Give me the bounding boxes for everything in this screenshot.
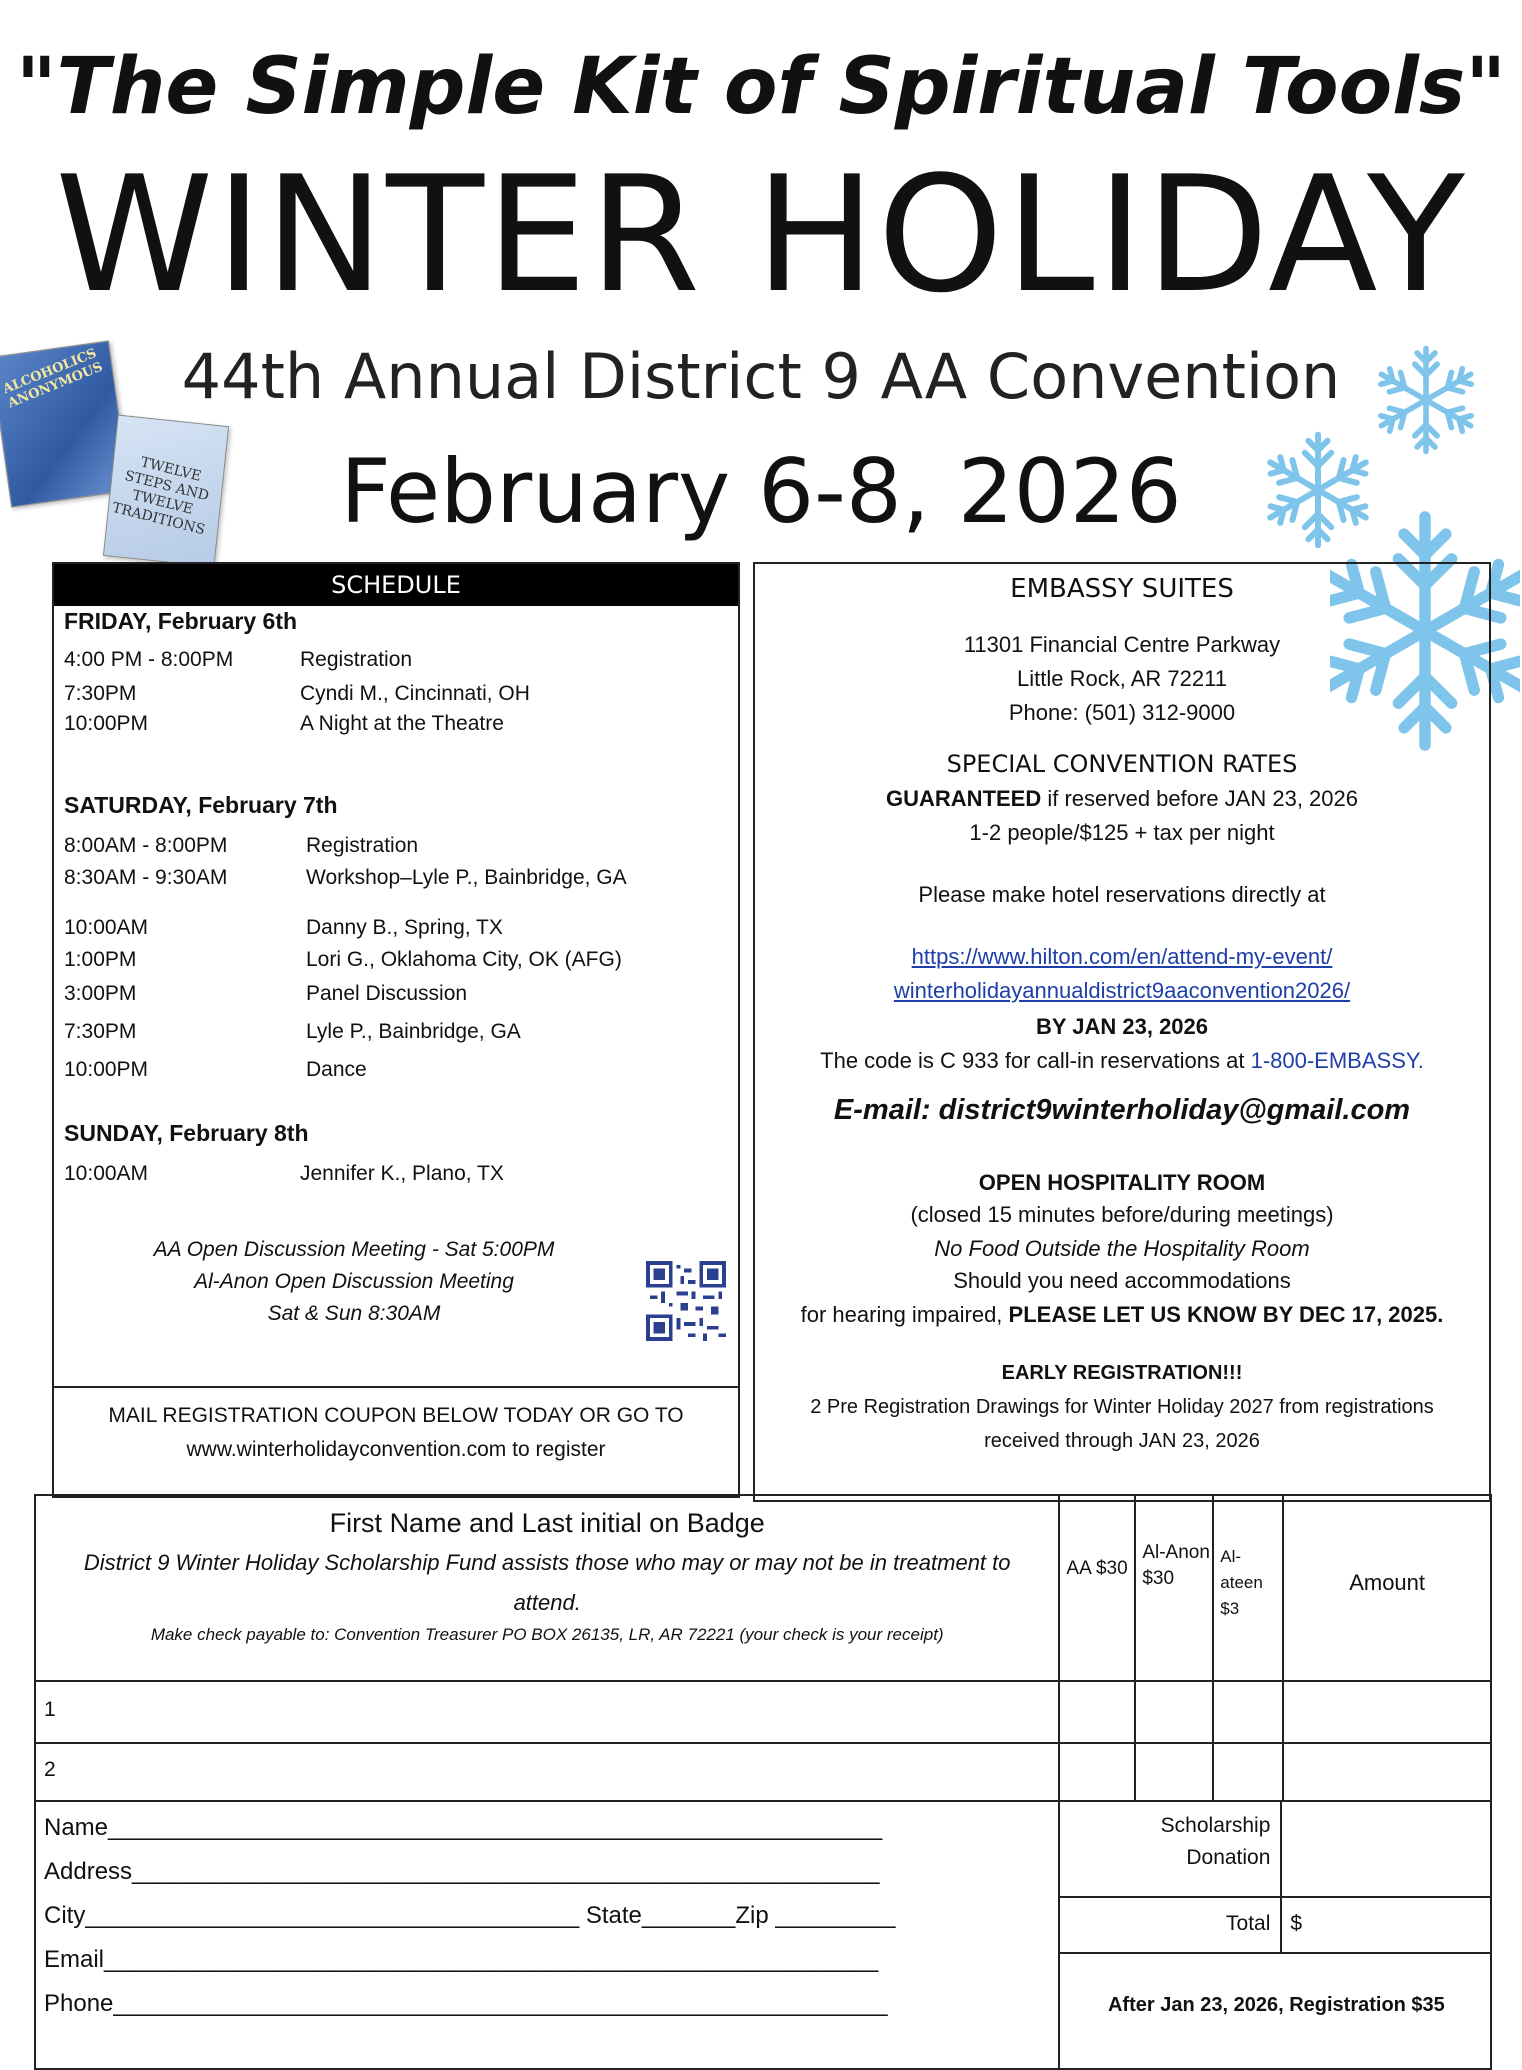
- schedule-box: [52, 562, 740, 1498]
- scholarship-donation-field[interactable]: [1282, 1802, 1492, 1898]
- reservation-deadline: BY JAN 23, 2026: [1035, 1014, 1209, 1039]
- schedule-heading: SCHEDULE: [54, 564, 738, 606]
- phone-field[interactable]: Phone__________________________________________________________: [44, 1990, 888, 2017]
- contact-fields-cell: [35, 1801, 1059, 2069]
- attendee-2-name-field[interactable]: [35, 1743, 1059, 1801]
- schedule-time: 10:00PM: [64, 1058, 149, 1081]
- late-registration-note: After Jan 23, 2026, Registration $35: [1107, 1994, 1445, 2016]
- contact-email[interactable]: E-mail: district9winterholiday@gmail.com: [833, 1094, 1411, 1126]
- call-in-code-text: The code is C 933 for call-in reservations at: [820, 1048, 1251, 1073]
- registration-coupon: [34, 1494, 1492, 2070]
- snowflake-icon: [1370, 344, 1482, 456]
- total-field[interactable]: [1282, 1898, 1492, 1954]
- event-dates: February 6-8, 2026: [340, 440, 1182, 543]
- hearing-impaired-deadline: PLEASE LET US KNOW BY DEC 17, 2025.: [1008, 1302, 1444, 1327]
- hearing-impaired-text: for hearing impaired,: [800, 1302, 1009, 1327]
- schedule-time: 1:00PM: [64, 948, 137, 971]
- guaranteed-text: if reserved before JAN 23, 2026: [1041, 786, 1358, 811]
- saturday-heading: SATURDAY, February 7th: [64, 792, 338, 818]
- hospitality-line: Should you need accommodations: [953, 1268, 1291, 1293]
- schedule-event: Workshop–Lyle P., Bainbridge, GA: [306, 866, 627, 889]
- website-link[interactable]: www.winterholidayconvention.com to register: [186, 1438, 606, 1461]
- schedule-time: 3:00PM: [64, 982, 137, 1005]
- attendee-2-alateen-field[interactable]: [1213, 1743, 1283, 1801]
- call-in-code: [755, 1048, 1489, 1074]
- amount-label: Amount: [1349, 1570, 1426, 1595]
- alateen-price-header: [1213, 1495, 1283, 1681]
- check-note: Make check payable to: Convention Treasurer PO BOX 26135, LR, AR 72221 (your check is your receipt): [150, 1625, 944, 1644]
- schedule-time: 7:30PM: [64, 1020, 137, 1043]
- mail-instruction: MAIL REGISTRATION COUPON BELOW TODAY OR GO TO: [108, 1404, 684, 1427]
- schedule-divider: [54, 1386, 738, 1388]
- call-in-phone[interactable]: 1-800-EMBASSY.: [1250, 1048, 1424, 1073]
- reservation-note: Please make hotel reservations directly at: [918, 882, 1326, 907]
- tagline: "The Simple Kit of Spiritual Tools": [16, 42, 1506, 132]
- attendee-1-alanon-field[interactable]: [1135, 1681, 1213, 1743]
- meeting-note: Al-Anon Open Discussion Meeting: [194, 1270, 514, 1293]
- attendee-1-name-field[interactable]: [35, 1681, 1059, 1743]
- hotel-address-line1: 11301 Financial Centre Parkway: [963, 632, 1281, 657]
- rate-guarantee: [755, 786, 1489, 812]
- hotel-phone: Phone: (501) 312-9000: [1008, 700, 1236, 725]
- early-registration-heading: EARLY REGISTRATION!!!: [1001, 1362, 1243, 1384]
- attendee-1-alateen-field[interactable]: [1213, 1681, 1283, 1743]
- hospitality-line: (closed 15 minutes before/during meetings): [910, 1202, 1334, 1227]
- alanon-price-label: Al-Anon $30: [1142, 1542, 1210, 1589]
- email-field[interactable]: Email__________________________________________________________: [44, 1946, 879, 1973]
- reservation-link[interactable]: winterholidayannualdistrict9aaconvention2026/: [893, 978, 1351, 1003]
- reservation-link[interactable]: https://www.hilton.com/en/attend-my-event/: [911, 944, 1333, 969]
- page-title: WINTER HOLIDAY: [55, 141, 1467, 328]
- scholarship-note: District 9 Winter Holiday Scholarship Fund assists those who may or may not be in treatment to attend.: [83, 1550, 1011, 1615]
- attendee-2-alanon-field[interactable]: [1135, 1743, 1213, 1801]
- hotel-address-line2: Little Rock, AR 72211: [1017, 666, 1227, 691]
- hospitality-heading: OPEN HOSPITALITY ROOM: [978, 1170, 1266, 1195]
- badge-instructions-cell: [35, 1495, 1059, 1681]
- alanon-price-header: [1135, 1495, 1213, 1681]
- schedule-event: Lyle P., Bainbridge, GA: [306, 1020, 521, 1043]
- amount-header: [1283, 1495, 1491, 1681]
- aa-price-header: [1059, 1495, 1135, 1681]
- schedule-event: Lori G., Oklahoma City, OK (AFG): [306, 948, 622, 971]
- dollar-sign: $: [1290, 1912, 1303, 1935]
- qr-code[interactable]: [646, 1258, 726, 1344]
- meeting-note: Sat & Sun 8:30AM: [267, 1302, 441, 1325]
- badge-heading: First Name and Last initial on Badge: [329, 1508, 765, 1538]
- room-rate: 1-2 people/$125 + tax per night: [969, 820, 1275, 845]
- schedule-time: 10:00AM: [64, 1162, 149, 1185]
- attendee-1-aa-field[interactable]: [1059, 1681, 1135, 1743]
- early-registration-line: 2 Pre Registration Drawings for Winter Holiday 2027 from registrations: [810, 1396, 1434, 1418]
- attendee-2-amount-field[interactable]: [1283, 1743, 1491, 1801]
- city-state-zip-field[interactable]: City_____________________________________ State_______Zip _________: [44, 1902, 896, 1929]
- schedule-time: 7:30PM: [64, 682, 137, 705]
- hearing-impaired-note: [755, 1302, 1489, 1328]
- schedule-time: 8:00AM - 8:00PM: [64, 834, 228, 857]
- alateen-price-label: Al-ateen $3: [1220, 1547, 1263, 1618]
- row-number: 1: [44, 1698, 56, 1721]
- schedule-event: Dance: [306, 1058, 367, 1081]
- meeting-note: AA Open Discussion Meeting - Sat 5:00PM: [153, 1238, 555, 1261]
- sunday-heading: SUNDAY, February 8th: [64, 1120, 309, 1146]
- schedule-time: 10:00AM: [64, 916, 149, 939]
- total-label-cell: [1060, 1898, 1282, 1954]
- scholarship-label: Scholarship: [1160, 1814, 1271, 1837]
- row-number: 2: [44, 1758, 56, 1781]
- schedule-event: A Night at the Theatre: [300, 712, 504, 735]
- schedule-event: Cyndi M., Cincinnati, OH: [300, 682, 530, 705]
- address-field[interactable]: Address________________________________________________________: [44, 1858, 880, 1885]
- totals-cell: [1059, 1801, 1491, 2069]
- subtitle: 44th Annual District 9 AA Convention: [181, 340, 1341, 413]
- schedule-time: 8:30AM - 9:30AM: [64, 866, 228, 889]
- book1-title: ALCOHOLICS ANONYMOUS: [0, 346, 106, 412]
- attendee-2-aa-field[interactable]: [1059, 1743, 1135, 1801]
- schedule-time: 10:00PM: [64, 712, 149, 735]
- schedule-event: Danny B., Spring, TX: [306, 916, 503, 939]
- hospitality-line: No Food Outside the Hospitality Room: [934, 1236, 1310, 1261]
- name-field[interactable]: Name__________________________________________________________: [44, 1814, 883, 1841]
- schedule-event: Registration: [306, 834, 419, 857]
- schedule-event: Panel Discussion: [306, 982, 468, 1005]
- scholarship-label-cell: [1060, 1802, 1282, 1898]
- total-label: Total: [1226, 1912, 1271, 1935]
- schedule-event: Registration: [300, 648, 413, 671]
- twelve-and-twelve-book-image: [103, 415, 229, 568]
- hotel-name: EMBASSY SUITES: [1010, 574, 1234, 604]
- book2-title: TWELVE STEPS AND TWELVE TRADITIONS: [110, 454, 211, 539]
- early-registration-line: received through JAN 23, 2026: [984, 1430, 1260, 1452]
- aa-price-label: AA $30: [1066, 1558, 1128, 1579]
- attendee-1-amount-field[interactable]: [1283, 1681, 1491, 1743]
- schedule-time: 4:00 PM - 8:00PM: [64, 648, 234, 671]
- guaranteed-label: GUARANTEED: [886, 786, 1042, 811]
- rates-heading: SPECIAL CONVENTION RATES: [946, 750, 1298, 778]
- hotel-info-box: [753, 562, 1491, 1502]
- donation-label: Donation: [1186, 1846, 1271, 1869]
- friday-heading: FRIDAY, February 6th: [64, 608, 298, 634]
- schedule-event: Jennifer K., Plano, TX: [300, 1162, 504, 1185]
